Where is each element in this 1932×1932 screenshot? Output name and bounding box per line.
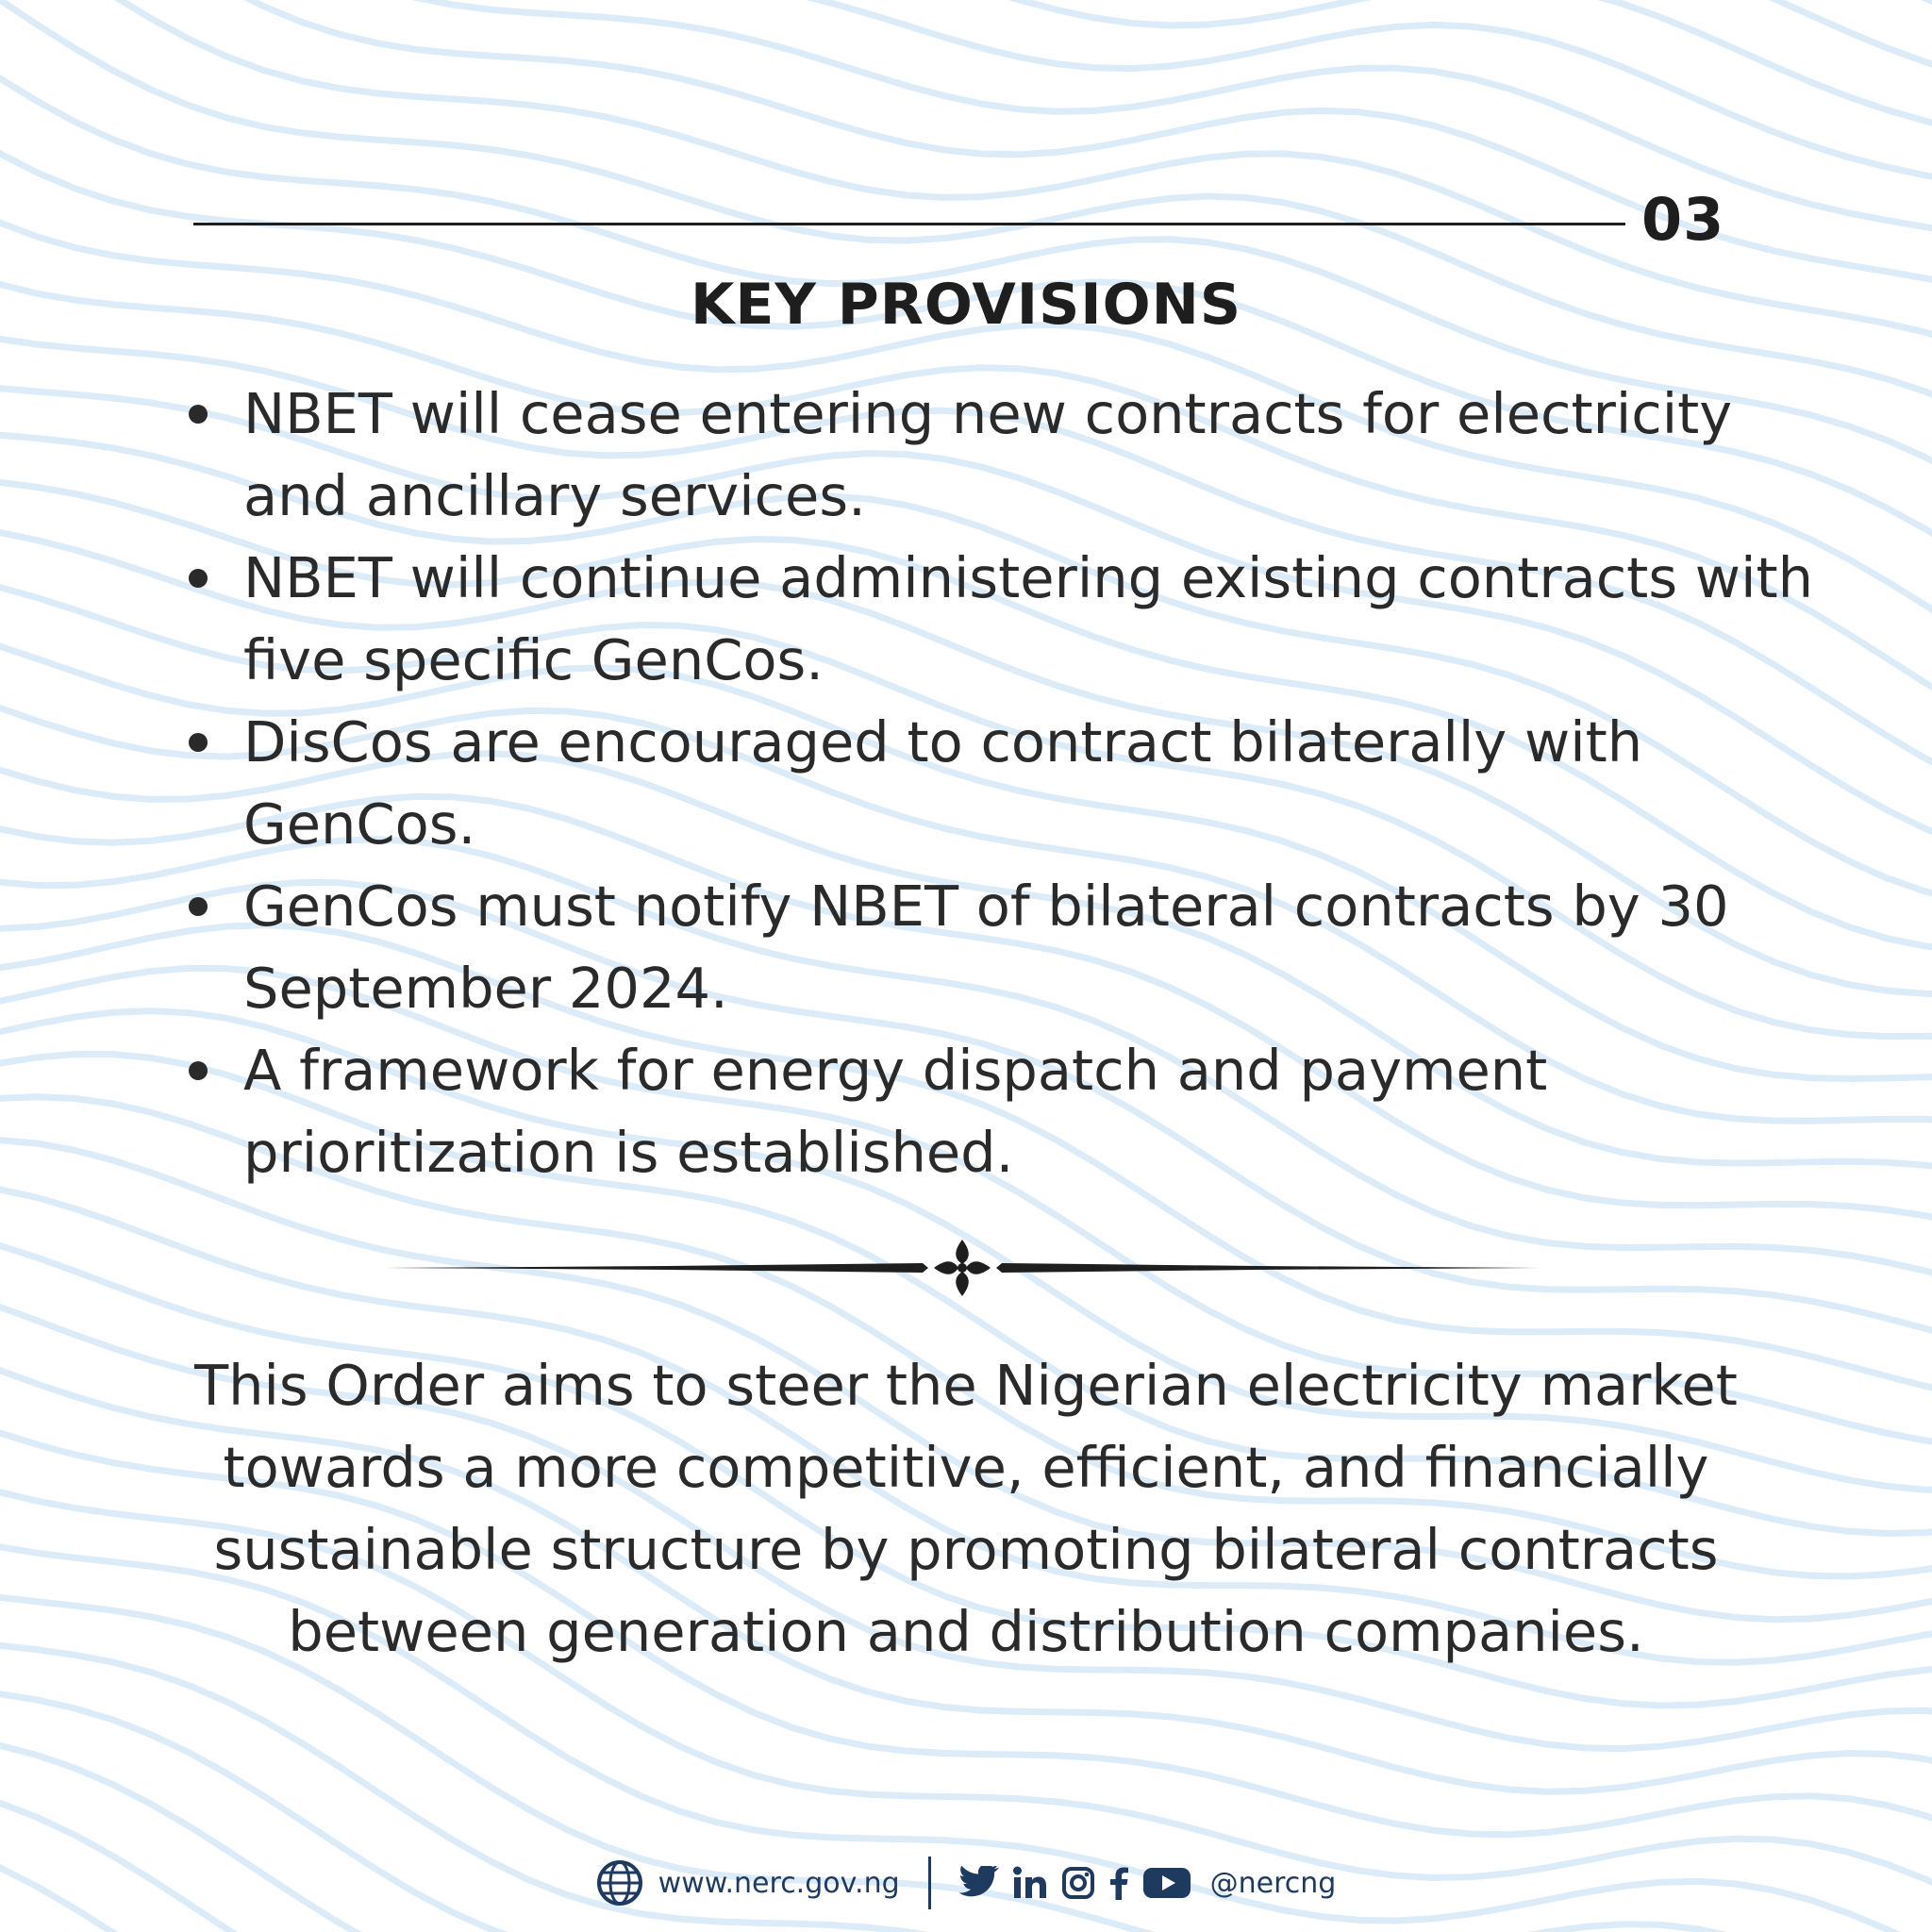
website-link[interactable]: www.nerc.gov.ng [658, 1866, 900, 1900]
footer [0, 1853, 1932, 1913]
page-number: 03 [1641, 185, 1725, 254]
facebook-icon[interactable] [1108, 1866, 1129, 1900]
bullet-icon [189, 733, 208, 752]
footer-separator [928, 1857, 931, 1909]
provision-text: GenCos must notify NBET of bilateral contracts by 30 September 2024. [243, 874, 1729, 1021]
provision-item [185, 865, 1826, 1029]
bullet-icon [189, 1061, 208, 1080]
provision-item [185, 701, 1826, 865]
bullet-icon [189, 569, 208, 588]
summary-paragraph: This Order aims to steer the Nigerian electricity market towards a more competitive, efficient, and financially sustainable structure by promoting bilateral contracts between generation and distribution companies. [194, 1353, 1738, 1664]
provision-text: NBET will cease entering new contracts for electricity and ancillary services. [243, 381, 1733, 528]
section-title: KEY PROVISIONS [690, 272, 1242, 338]
youtube-icon[interactable] [1142, 1866, 1191, 1900]
provision-item [185, 537, 1826, 701]
twitter-icon[interactable] [959, 1866, 999, 1900]
globe-icon [596, 1859, 643, 1907]
top-rule [193, 223, 1625, 225]
social-handle[interactable]: @nercng [1209, 1866, 1337, 1900]
divider-left-line [385, 1263, 928, 1273]
instagram-icon[interactable] [1061, 1866, 1095, 1900]
provision-item [185, 1029, 1826, 1193]
footer-website-group [596, 1859, 900, 1907]
provisions-list [185, 373, 1826, 1193]
provision-text: A framework for energy dispatch and payment prioritization is established. [243, 1038, 1548, 1185]
bullet-icon [189, 897, 208, 916]
provision-text: DisCos are encouraged to contract bilaterally with GenCos. [243, 709, 1643, 857]
ornament-divider [385, 1238, 1540, 1298]
bullet-icon [189, 405, 208, 424]
footer-social-group [959, 1866, 1337, 1900]
provision-item [185, 373, 1826, 537]
provision-text: NBET will continue administering existing contracts with five specific GenCos. [243, 545, 1813, 692]
divider-right-line [996, 1263, 1540, 1273]
fleur-ornament-icon [934, 1240, 991, 1296]
linkedin-icon[interactable] [1012, 1866, 1048, 1900]
